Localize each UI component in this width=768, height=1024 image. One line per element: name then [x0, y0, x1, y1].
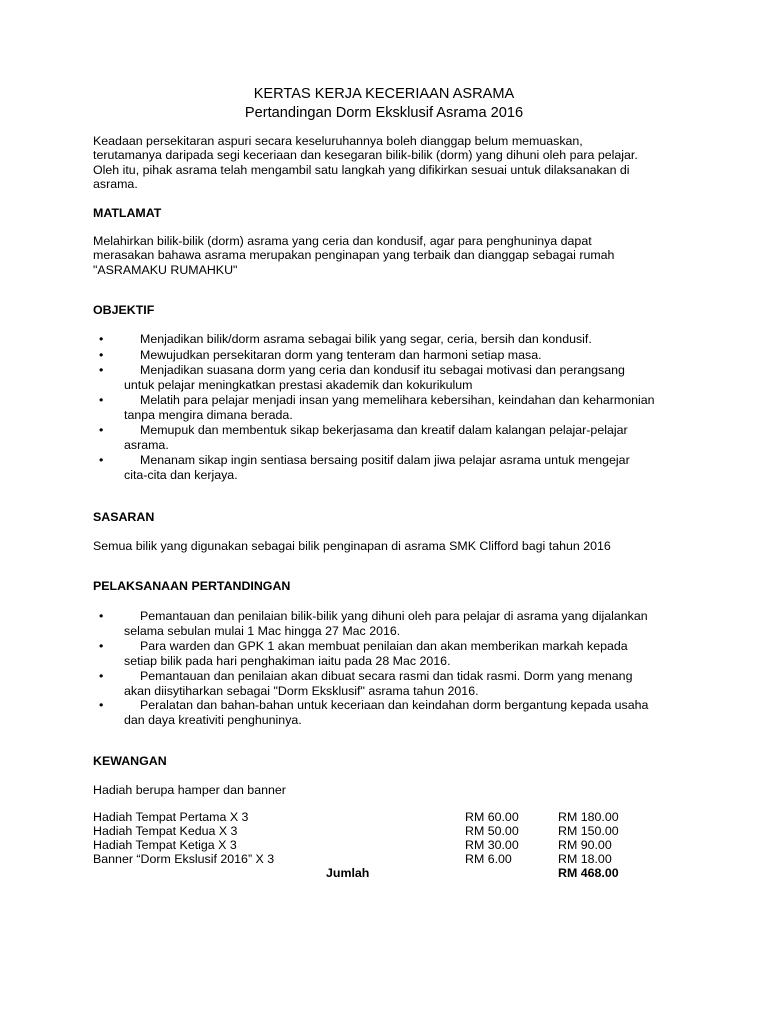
matlamat-heading: MATLAMAT	[93, 206, 162, 220]
prize-row-unit: RM 6.00	[465, 852, 512, 866]
pelaksanaan-item-continuation: akan diisytiharkan sebagai "Dorm Eksklusif" asrama tahun 2016.	[124, 683, 479, 698]
intro-line: terutamanya daripada segi keceriaan dan kesegaran bilik-bilik (dorm) yang dihuni oleh para pelajar.	[93, 148, 638, 163]
bullet-icon: •	[99, 348, 104, 362]
kewangan-heading: KEWANGAN	[93, 754, 167, 768]
intro-paragraph	[93, 134, 673, 192]
objektif-item-text: Menjadikan bilik/dorm asrama sebagai bilik yang segar, ceria, bersih dan kondusif.	[140, 332, 592, 346]
matlamat-paragraph	[93, 234, 673, 277]
pelaksanaan-heading: PELAKSANAAN PERTANDINGAN	[93, 579, 291, 593]
objektif-item-text: Menjadikan suasana dorm yang ceria dan kondusif itu sebagai motivasi dan perangsang	[140, 363, 625, 377]
intro-line: asrama.	[93, 177, 138, 192]
pelaksanaan-item-continuation: dan daya kreativiti penghuninya.	[124, 712, 302, 727]
prize-row-total: RM 150.00	[558, 824, 619, 838]
total-label: Jumlah	[326, 866, 370, 880]
objektif-item-text: Memupuk dan membentuk sikap bekerjasama dan kreatif dalam kalangan pelajar-pelajar	[140, 423, 628, 437]
document-subtitle: Pertandingan Dorm Eksklusif Asrama 2016	[244, 105, 524, 121]
sasaran-text: Semua bilik yang digunakan sebagai bilik penginapan di asrama SMK Clifford bagi tahun 2016	[93, 539, 611, 553]
intro-line: Oleh itu, pihak asrama telah mengambil satu langkah yang difikirkan sesuai untuk dilaksanakan di	[93, 162, 630, 177]
bullet-icon: •	[99, 393, 104, 407]
pelaksanaan-item-text: Pemantauan dan penilaian akan dibuat secara rasmi dan tidak rasmi. Dorm yang menang	[140, 669, 633, 683]
pelaksanaan-item-continuation: setiap bilik pada hari penghakiman iaitu pada 28 Mac 2016.	[124, 653, 451, 668]
bullet-icon: •	[99, 453, 104, 467]
prize-row-total: RM 180.00	[558, 810, 619, 824]
objektif-item-text: Melatih para pelajar menjadi insan yang memelihara kebersihan, keindahan dan keharmonian	[140, 393, 655, 407]
bullet-icon: •	[99, 332, 104, 346]
prize-row-total: RM 90.00	[558, 838, 612, 852]
sasaran-heading: SASARAN	[93, 510, 155, 524]
prize-row-item: Banner “Dorm Ekslusif 2016” X 3	[93, 852, 275, 866]
objektif-item-text: Menanam sikap ingin sentiasa bersaing positif dalam jiwa pelajar asrama untuk mengejar	[140, 453, 630, 467]
prize-row-unit: RM 30.00	[465, 838, 519, 852]
bullet-icon: •	[99, 363, 104, 377]
prize-row-total: RM 18.00	[558, 852, 612, 866]
prize-row-unit: RM 50.00	[465, 824, 519, 838]
matlamat-line: merasakan bahawa asrama merupakan penginapan yang terbaik dan dianggap sebagai rumah	[93, 248, 615, 263]
prize-row-item: Hadiah Tempat Kedua X 3	[93, 824, 238, 838]
matlamat-line: "ASRAMAKU RUMAHKU"	[93, 262, 238, 277]
prize-row-item: Hadiah Tempat Pertama X 3	[93, 810, 249, 824]
objektif-item-continuation: untuk pelajar meningkatkan prestasi akademik dan kokurikulum	[124, 377, 473, 392]
pelaksanaan-item-text: Para warden dan GPK 1 akan membuat penilaian dan akan memberikan markah kepada	[140, 639, 628, 653]
bullet-icon: •	[99, 423, 104, 437]
objektif-item-text: Mewujudkan persekitaran dorm yang tenteram dan harmoni setiap masa.	[140, 348, 542, 362]
prize-row-item: Hadiah Tempat Ketiga X 3	[93, 838, 237, 852]
intro-line: Keadaan persekitaran aspuri secara keseluruhannya boleh dianggap belum memuaskan,	[93, 134, 583, 148]
pelaksanaan-item-continuation: selama sebulan mulai 1 Mac hingga 27 Mac 2016.	[124, 623, 401, 638]
pelaksanaan-item-text: Peralatan dan bahan-bahan untuk keceriaan dan keindahan dorm bergantung kepada usaha	[140, 698, 649, 712]
matlamat-line: Melahirkan bilik-bilik (dorm) asrama yang ceria dan kondusif, agar para penghuninya dapat	[93, 234, 592, 248]
kewangan-intro: Hadiah berupa hamper dan banner	[93, 783, 286, 797]
objektif-item-continuation: tanpa mengira dimana berada.	[124, 407, 293, 422]
total-value: RM 468.00	[558, 866, 619, 880]
objektif-item-continuation: asrama.	[124, 437, 169, 452]
bullet-icon: •	[99, 669, 104, 683]
pelaksanaan-item-text: Pemantauan dan penilaian bilik-bilik yang dihuni oleh para pelajar di asrama yang dijalankan	[140, 609, 648, 623]
objektif-heading: OBJEKTIF	[93, 303, 155, 317]
bullet-icon: •	[99, 698, 104, 712]
objektif-item-continuation: cita-cita dan kerjaya.	[124, 467, 238, 482]
bullet-icon: •	[99, 639, 104, 653]
bullet-icon: •	[99, 609, 104, 623]
prize-row-unit: RM 60.00	[465, 810, 519, 824]
document-title: KERTAS KERJA KECERIAAN ASRAMA	[253, 86, 515, 102]
